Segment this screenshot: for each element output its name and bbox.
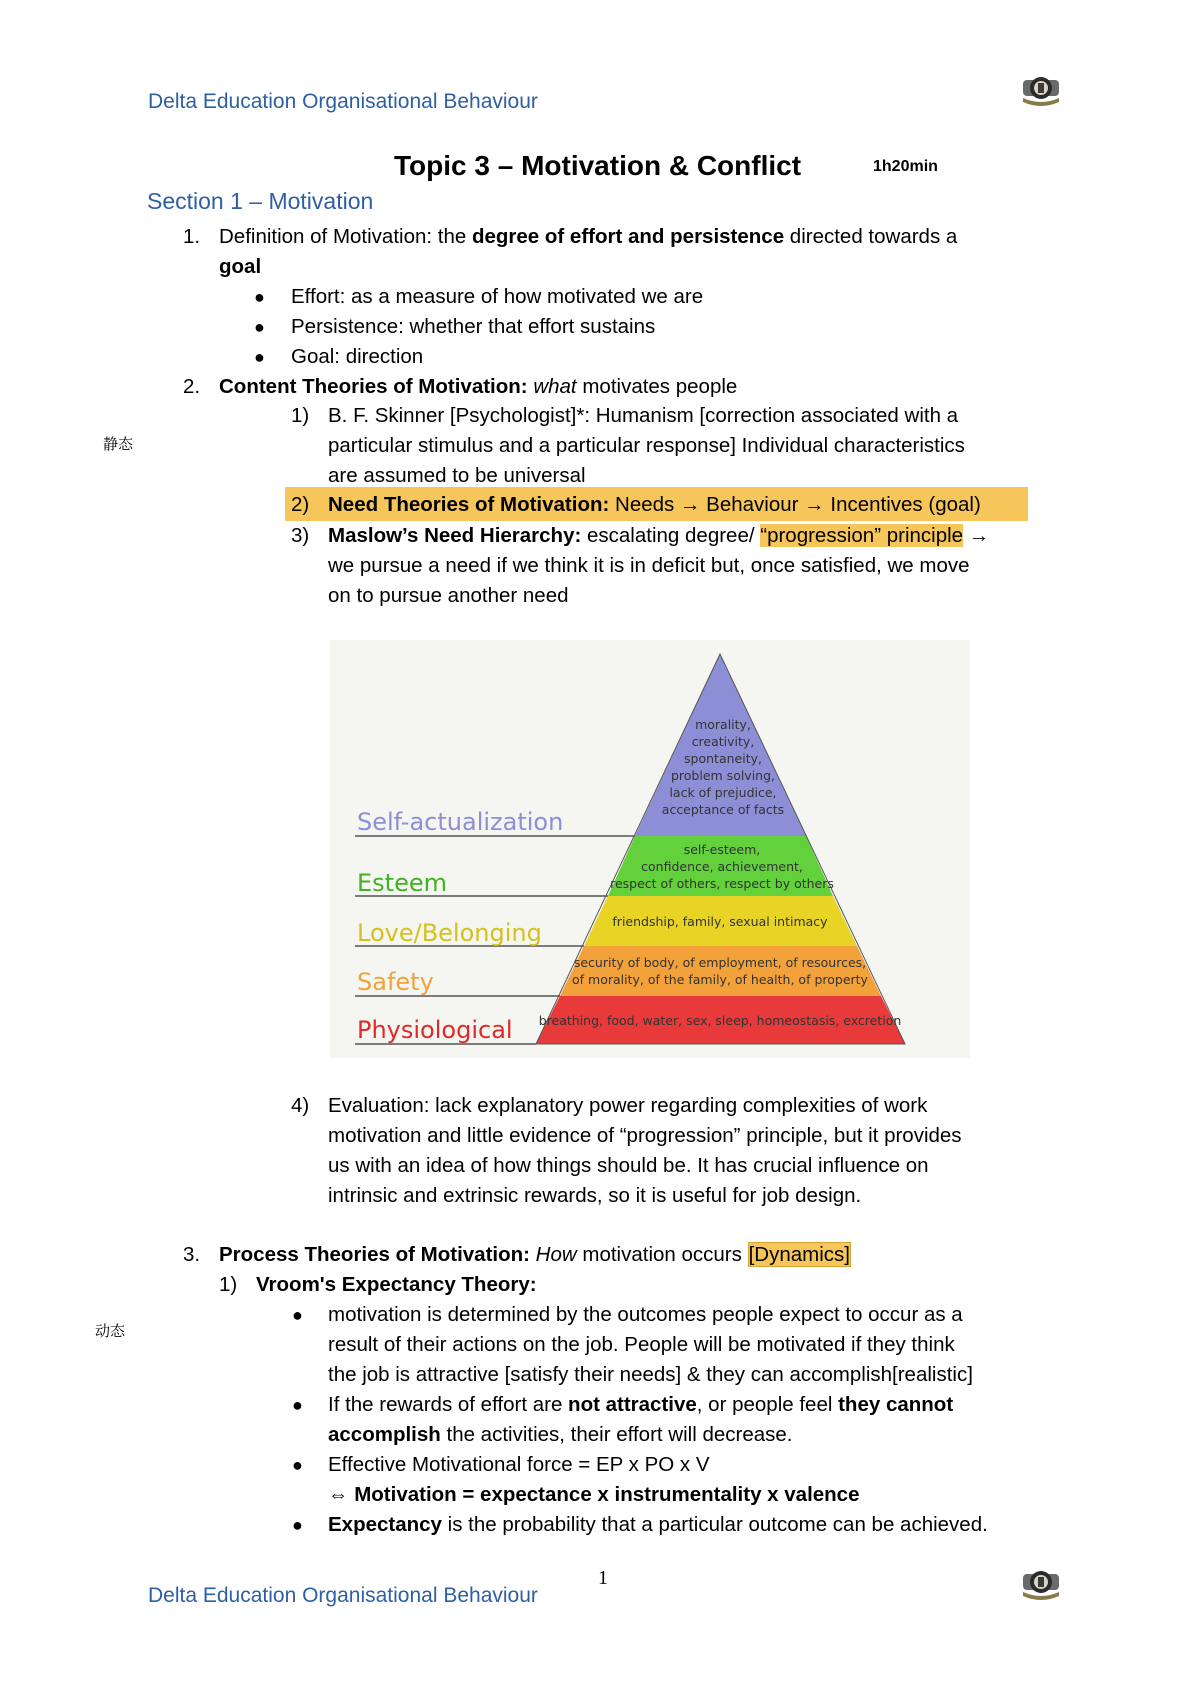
vroom-line: the job is attractive [satisfy their needs] & they can accomplish[realistic] <box>328 1363 973 1386</box>
item1-text-bold: degree of effort and persistence <box>471 225 785 248</box>
sub2-bold: Need Theories of Motivation: <box>328 493 610 516</box>
progression-highlight: “progression” principle <box>760 524 964 547</box>
level-desc: friendship, family, sexual intimacy <box>612 914 828 929</box>
sub3-rest-a: escalating degree/ <box>581 524 761 547</box>
item1-goal: goal <box>219 255 262 278</box>
sub4-line: us with an idea of how things should be. It has crucial influence on <box>328 1154 929 1177</box>
dynamics-highlight: [Dynamics] <box>748 1243 850 1266</box>
level-desc: confidence, achievement, <box>641 859 803 874</box>
b2-a: If the rewards of effort are <box>328 1393 569 1416</box>
sub1-line: particular stimulus and a particular response] Individual characteristics <box>328 434 965 457</box>
section-heading: Section 1 – Motivation <box>147 188 374 214</box>
sub2-rest: Needs → Behaviour → Incentives (goal) <box>609 493 981 516</box>
bullet-dot: ● <box>292 1395 303 1415</box>
level-desc: creativity, <box>691 734 755 749</box>
item-number: 3. <box>183 1243 201 1266</box>
item1-line2 <box>219 252 261 282</box>
sub1-line: B. F. Skinner [Psychologist]*: Humanism [correction associated with a <box>328 404 959 427</box>
level-desc: respect of others, respect by others <box>610 876 834 891</box>
list-item: Effort: as a measure of how motivated we are <box>291 285 704 308</box>
level-desc: spontaneity, <box>684 751 762 766</box>
level-desc: self-esteem, <box>683 842 761 857</box>
sub3-line: on to pursue another need <box>328 584 569 607</box>
crest-logo <box>1019 72 1063 108</box>
page-title: Topic 3 – Motivation & Conflict <box>394 150 802 181</box>
level-desc: breathing, food, water, sex, sleep, homeostasis, excretion <box>538 1013 902 1028</box>
item2-heading <box>219 372 737 402</box>
b4-b: is the probability that a particular outcome can be achieved. <box>441 1513 988 1536</box>
crest-logo <box>1019 1566 1063 1602</box>
pyramid-level-safety <box>560 946 881 996</box>
bullet-dot: ● <box>254 347 265 367</box>
footer-org-text: Delta Education Organisational Behaviour <box>148 1584 538 1607</box>
sub-number: 3) <box>291 524 310 547</box>
item2-rest: motivates people <box>576 375 738 398</box>
sub4-line: intrinsic and extrinsic rewards, so it is useful for job design. <box>328 1184 862 1207</box>
item2-what: what <box>533 375 577 398</box>
bullet-dot: ● <box>292 1305 303 1325</box>
item3-label: Process Theories of Motivation: <box>219 1243 536 1266</box>
b2-f: the activities, their effort will decrease. <box>440 1423 793 1446</box>
b4-a: Expectancy <box>328 1513 442 1536</box>
vroom-title-text: Vroom's Expectancy Theory: <box>256 1273 537 1296</box>
item3-rest: motivation occurs <box>576 1243 748 1266</box>
sub3-line: we pursue a need if we think it is in deficit but, once satisfied, we move <box>328 554 970 577</box>
vroom-line: motivation is determined by the outcomes people expect to occur as a <box>328 1303 963 1326</box>
sub-number: 1) <box>219 1273 238 1296</box>
item3-how: How <box>535 1243 577 1266</box>
bullet-dot: ● <box>292 1455 303 1475</box>
level-name-self-actualization: Self-actualization <box>357 808 564 836</box>
sub1-line: are assumed to be universal <box>328 464 586 487</box>
level-desc: lack of prejudice, <box>669 785 777 800</box>
b2-e: accomplish <box>328 1423 441 1446</box>
level-name-love: Love/Belonging <box>357 919 542 947</box>
bullet-dot: ● <box>292 1515 303 1535</box>
item1-text-c: directed towards a <box>784 225 958 248</box>
level-desc: acceptance of facts <box>661 802 785 817</box>
sub-number: 1) <box>291 404 310 427</box>
item3-heading <box>219 1240 851 1270</box>
vroom-line <box>328 1420 793 1450</box>
item2-label: Content Theories of Motivation: <box>219 375 534 398</box>
bullet-dot: ● <box>254 287 265 307</box>
side-note-dynamic: 动态 <box>95 1323 126 1340</box>
item-number: 2. <box>183 375 201 398</box>
sub4-line: Evaluation: lack explanatory power regarding complexities of work <box>328 1094 928 1117</box>
sub3-line1 <box>328 521 989 551</box>
duration-note: 1h20min <box>873 158 938 175</box>
sub4-line: motivation and little evidence of “progression” principle, but it provides <box>328 1124 962 1147</box>
list-item: Goal: direction <box>291 345 424 368</box>
b2-c: , or people feel <box>696 1393 839 1416</box>
item1-text-a: Definition of Motivation: the <box>219 225 472 248</box>
level-desc: morality, <box>695 717 751 732</box>
sub-number: 2) <box>291 493 310 516</box>
vroom-line <box>328 1480 860 1510</box>
level-name-esteem: Esteem <box>357 869 447 897</box>
vroom-line: Effective Motivational force = EP x PO x V <box>328 1453 710 1476</box>
item-number: 1. <box>183 225 201 248</box>
side-note-static: 静态 <box>103 436 134 453</box>
page-number: 1 <box>598 1567 608 1589</box>
header-org-text: Delta Education Organisational Behaviour <box>148 90 538 113</box>
sub2-line <box>328 490 981 520</box>
vroom-line <box>328 1390 953 1420</box>
sub3-rest-b: → <box>963 524 990 547</box>
vroom-line <box>328 1510 988 1540</box>
sub-number: 4) <box>291 1094 310 1117</box>
item1-line1 <box>219 222 957 252</box>
level-name-safety: Safety <box>357 968 434 996</box>
sub3-bold: Maslow’s Need Hierarchy: <box>328 524 582 547</box>
b2-d: they cannot <box>838 1393 954 1416</box>
level-desc: of morality, of the family, of health, of property <box>572 972 868 987</box>
equivalence-symbol: ⇔ <box>328 1483 355 1506</box>
vroom-title <box>256 1270 537 1300</box>
maslow-pyramid-figure <box>330 640 970 1058</box>
level-desc: problem solving, <box>670 768 776 783</box>
vroom-line: result of their actions on the job. People will be motivated if they think <box>328 1333 955 1356</box>
bullet-dot: ● <box>254 317 265 337</box>
list-item: Persistence: whether that effort sustains <box>291 315 656 338</box>
level-name-physiological: Physiological <box>357 1016 513 1044</box>
b2-b: not attractive <box>568 1393 697 1416</box>
level-desc: security of body, of employment, of resources, <box>573 955 867 970</box>
b3-formula: Motivation = expectance x instrumentality x valence <box>354 1483 860 1506</box>
